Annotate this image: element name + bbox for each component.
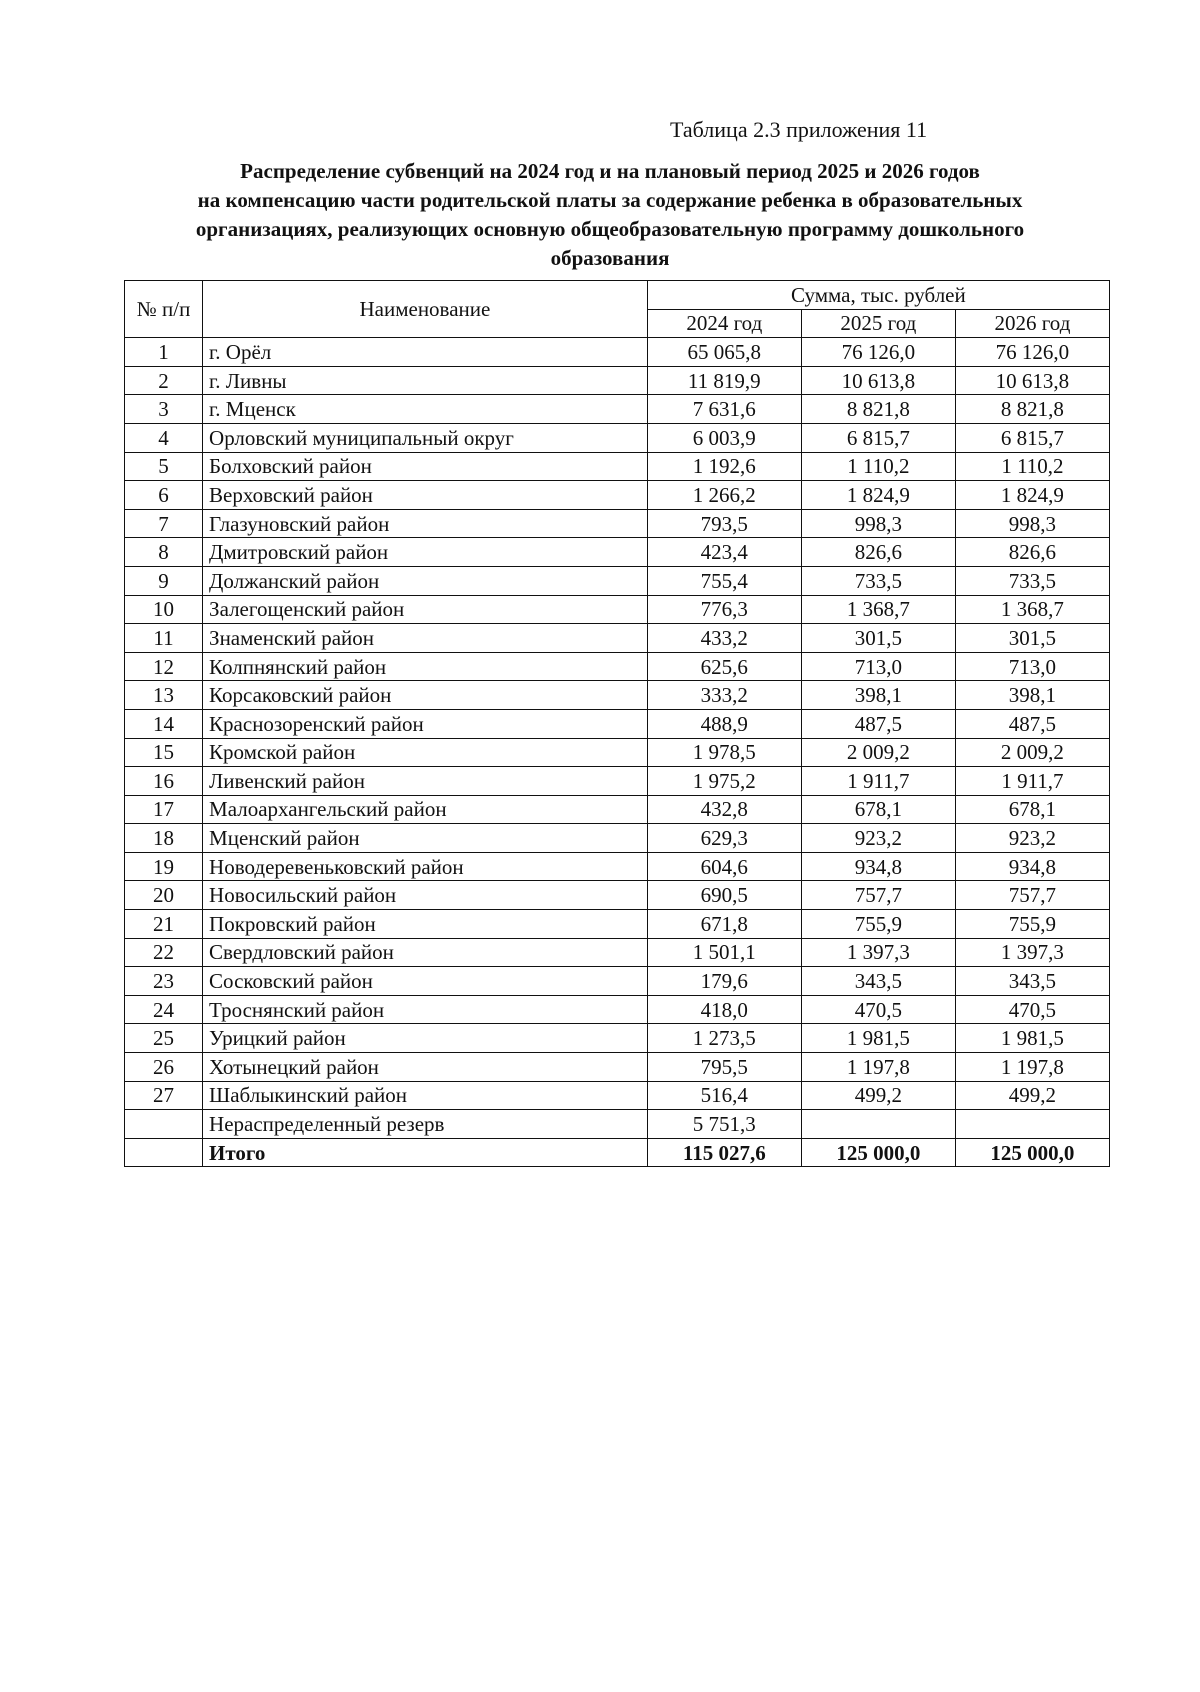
row-value-2026: 10 613,8 [955, 366, 1109, 395]
row-value-2026: 757,7 [955, 881, 1109, 910]
row-value-2024: 671,8 [647, 910, 801, 939]
row-value-2026: 76 126,0 [955, 338, 1109, 367]
row-value-2024: 418,0 [647, 995, 801, 1024]
title-line: образования [550, 246, 670, 270]
table-row [125, 709, 1110, 738]
row-value-2024: 432,8 [647, 795, 801, 824]
row-value-2026 [955, 1110, 1109, 1139]
subventions-table [124, 280, 1110, 1167]
row-name: Хотынецкий район [203, 1053, 648, 1082]
row-name: г. Орёл [203, 338, 648, 367]
table-row [125, 852, 1110, 881]
row-name: Новосильский район [203, 881, 648, 910]
table-row [125, 795, 1110, 824]
title-line: организациях, реализующих основную общеобразовательную программу дошкольного [195, 217, 1025, 241]
total-value-2026: 125 000,0 [955, 1138, 1109, 1167]
row-number: 11 [125, 624, 203, 653]
row-value-2025: 757,7 [801, 881, 955, 910]
row-value-2024: 516,4 [647, 1081, 801, 1110]
row-value-2024: 433,2 [647, 624, 801, 653]
row-value-2025: 934,8 [801, 852, 955, 881]
row-name: г. Ливны [203, 366, 648, 395]
table-row [125, 538, 1110, 567]
row-value-2024: 1 266,2 [647, 481, 801, 510]
row-value-2024: 795,5 [647, 1053, 801, 1082]
header-number: № п/п [125, 281, 203, 338]
row-value-2024: 793,5 [647, 509, 801, 538]
row-value-2025: 998,3 [801, 509, 955, 538]
table-row [125, 481, 1110, 510]
row-value-2025: 1 911,7 [801, 767, 955, 796]
row-number: 4 [125, 423, 203, 452]
table-row [125, 1110, 1110, 1139]
row-value-2026: 826,6 [955, 538, 1109, 567]
table-row [125, 995, 1110, 1024]
row-number: 16 [125, 767, 203, 796]
table-row [125, 366, 1110, 395]
table-row [125, 967, 1110, 996]
row-value-2025: 1 110,2 [801, 452, 955, 481]
row-value-2026: 487,5 [955, 709, 1109, 738]
header-year-2026: 2026 год [955, 309, 1109, 338]
total-value-2024: 115 027,6 [647, 1138, 801, 1167]
table-row [125, 881, 1110, 910]
row-value-2026: 1 981,5 [955, 1024, 1109, 1053]
row-value-2024: 755,4 [647, 566, 801, 595]
document-title [120, 157, 1100, 273]
row-number: 15 [125, 738, 203, 767]
row-number: 22 [125, 938, 203, 967]
header-name: Наименование [203, 281, 648, 338]
row-number: 2 [125, 366, 203, 395]
table-body [125, 338, 1110, 1167]
row-name: Ливенский район [203, 767, 648, 796]
row-value-2024: 625,6 [647, 652, 801, 681]
row-value-2025: 733,5 [801, 566, 955, 595]
row-name: Сосковский район [203, 967, 648, 996]
row-value-2026: 1 824,9 [955, 481, 1109, 510]
row-number: 6 [125, 481, 203, 510]
row-value-2026: 301,5 [955, 624, 1109, 653]
row-value-2025: 923,2 [801, 824, 955, 853]
row-number: 21 [125, 910, 203, 939]
row-value-2025: 10 613,8 [801, 366, 955, 395]
row-value-2024: 1 978,5 [647, 738, 801, 767]
row-value-2026: 998,3 [955, 509, 1109, 538]
title-line: Распределение субвенций на 2024 год и на плановый период 2025 и 2026 годов [240, 159, 980, 183]
row-value-2024: 333,2 [647, 681, 801, 710]
row-value-2026: 923,2 [955, 824, 1109, 853]
row-name: Кромской район [203, 738, 648, 767]
row-value-2026: 2 009,2 [955, 738, 1109, 767]
total-row [125, 1138, 1110, 1167]
row-name: Должанский район [203, 566, 648, 595]
total-number [125, 1138, 203, 1167]
row-value-2026: 755,9 [955, 910, 1109, 939]
table-row [125, 767, 1110, 796]
table-row [125, 624, 1110, 653]
row-value-2025: 1 824,9 [801, 481, 955, 510]
row-value-2024: 776,3 [647, 595, 801, 624]
row-name: Глазуновский район [203, 509, 648, 538]
row-value-2025: 755,9 [801, 910, 955, 939]
row-number: 17 [125, 795, 203, 824]
row-name: г. Мценск [203, 395, 648, 424]
row-name: Колпнянский район [203, 652, 648, 681]
table-row [125, 681, 1110, 710]
row-value-2025: 826,6 [801, 538, 955, 567]
row-name: Свердловский район [203, 938, 648, 967]
row-value-2026: 470,5 [955, 995, 1109, 1024]
table-header [125, 281, 1110, 338]
row-number: 5 [125, 452, 203, 481]
table-row [125, 1053, 1110, 1082]
table-row [125, 738, 1110, 767]
table-row [125, 1081, 1110, 1110]
row-value-2026: 1 197,8 [955, 1053, 1109, 1082]
header-year-2024: 2024 год [647, 309, 801, 338]
row-value-2026: 1 110,2 [955, 452, 1109, 481]
row-value-2026: 343,5 [955, 967, 1109, 996]
row-name: Дмитровский район [203, 538, 648, 567]
row-value-2026: 6 815,7 [955, 423, 1109, 452]
header-sum: Сумма, тыс. рублей [647, 281, 1109, 310]
row-number [125, 1110, 203, 1139]
table-row [125, 566, 1110, 595]
row-value-2026: 1 911,7 [955, 767, 1109, 796]
row-value-2025: 1 981,5 [801, 1024, 955, 1053]
row-value-2026: 713,0 [955, 652, 1109, 681]
row-name: Покровский район [203, 910, 648, 939]
row-value-2024: 1 501,1 [647, 938, 801, 967]
row-value-2025: 1 368,7 [801, 595, 955, 624]
title-line: на компенсацию части родительской платы за содержание ребенка в образовательных [197, 188, 1023, 212]
row-number: 20 [125, 881, 203, 910]
row-value-2026: 1 397,3 [955, 938, 1109, 967]
row-value-2024: 7 631,6 [647, 395, 801, 424]
row-name: Троснянский район [203, 995, 648, 1024]
row-value-2025: 499,2 [801, 1081, 955, 1110]
row-value-2025: 301,5 [801, 624, 955, 653]
row-value-2025: 678,1 [801, 795, 955, 824]
header-year-2025: 2025 год [801, 309, 955, 338]
row-number: 14 [125, 709, 203, 738]
row-value-2024: 423,4 [647, 538, 801, 567]
row-value-2025: 470,5 [801, 995, 955, 1024]
row-number: 27 [125, 1081, 203, 1110]
row-value-2024: 5 751,3 [647, 1110, 801, 1139]
row-name: Новодеревеньковский район [203, 852, 648, 881]
table-row [125, 910, 1110, 939]
row-value-2024: 1 192,6 [647, 452, 801, 481]
row-number: 19 [125, 852, 203, 881]
row-value-2024: 604,6 [647, 852, 801, 881]
total-value-2025: 125 000,0 [801, 1138, 955, 1167]
row-value-2025: 8 821,8 [801, 395, 955, 424]
row-number: 13 [125, 681, 203, 710]
row-value-2025 [801, 1110, 955, 1139]
row-name: Шаблыкинский район [203, 1081, 648, 1110]
row-value-2025: 487,5 [801, 709, 955, 738]
row-name: Нераспределенный резерв [203, 1110, 648, 1139]
row-number: 25 [125, 1024, 203, 1053]
row-value-2024: 488,9 [647, 709, 801, 738]
row-name: Мценский район [203, 824, 648, 853]
total-label: Итого [203, 1138, 648, 1167]
row-value-2026: 1 368,7 [955, 595, 1109, 624]
row-value-2026: 733,5 [955, 566, 1109, 595]
row-value-2024: 6 003,9 [647, 423, 801, 452]
row-number: 23 [125, 967, 203, 996]
row-value-2025: 76 126,0 [801, 338, 955, 367]
row-value-2025: 6 815,7 [801, 423, 955, 452]
row-value-2025: 398,1 [801, 681, 955, 710]
row-value-2025: 343,5 [801, 967, 955, 996]
row-number: 3 [125, 395, 203, 424]
row-value-2024: 1 975,2 [647, 767, 801, 796]
row-value-2024: 179,6 [647, 967, 801, 996]
table-reference: Таблица 2.3 приложения 11 [670, 117, 928, 142]
table-row [125, 595, 1110, 624]
row-value-2024: 65 065,8 [647, 338, 801, 367]
row-name: Знаменский район [203, 624, 648, 653]
row-value-2026: 934,8 [955, 852, 1109, 881]
table-row [125, 509, 1110, 538]
row-number: 18 [125, 824, 203, 853]
row-number: 24 [125, 995, 203, 1024]
row-value-2025: 2 009,2 [801, 738, 955, 767]
row-name: Краснозоренский район [203, 709, 648, 738]
table-row [125, 938, 1110, 967]
row-name: Залегощенский район [203, 595, 648, 624]
row-value-2025: 1 197,8 [801, 1053, 955, 1082]
row-value-2024: 629,3 [647, 824, 801, 853]
row-name: Орловский муниципальный округ [203, 423, 648, 452]
table-row [125, 395, 1110, 424]
table-row [125, 1024, 1110, 1053]
row-name: Урицкий район [203, 1024, 648, 1053]
row-value-2026: 678,1 [955, 795, 1109, 824]
row-value-2026: 398,1 [955, 681, 1109, 710]
row-value-2024: 1 273,5 [647, 1024, 801, 1053]
row-number: 1 [125, 338, 203, 367]
row-value-2024: 11 819,9 [647, 366, 801, 395]
row-name: Малоархангельский район [203, 795, 648, 824]
row-name: Болховский район [203, 452, 648, 481]
row-name: Верховский район [203, 481, 648, 510]
row-number: 10 [125, 595, 203, 624]
row-name: Корсаковский район [203, 681, 648, 710]
row-value-2025: 1 397,3 [801, 938, 955, 967]
row-number: 9 [125, 566, 203, 595]
row-number: 26 [125, 1053, 203, 1082]
row-number: 7 [125, 509, 203, 538]
table-row [125, 423, 1110, 452]
row-value-2026: 499,2 [955, 1081, 1109, 1110]
row-value-2024: 690,5 [647, 881, 801, 910]
table-row [125, 338, 1110, 367]
table-row [125, 824, 1110, 853]
table-row [125, 652, 1110, 681]
row-value-2026: 8 821,8 [955, 395, 1109, 424]
row-number: 8 [125, 538, 203, 567]
row-value-2025: 713,0 [801, 652, 955, 681]
table-row [125, 452, 1110, 481]
row-number: 12 [125, 652, 203, 681]
